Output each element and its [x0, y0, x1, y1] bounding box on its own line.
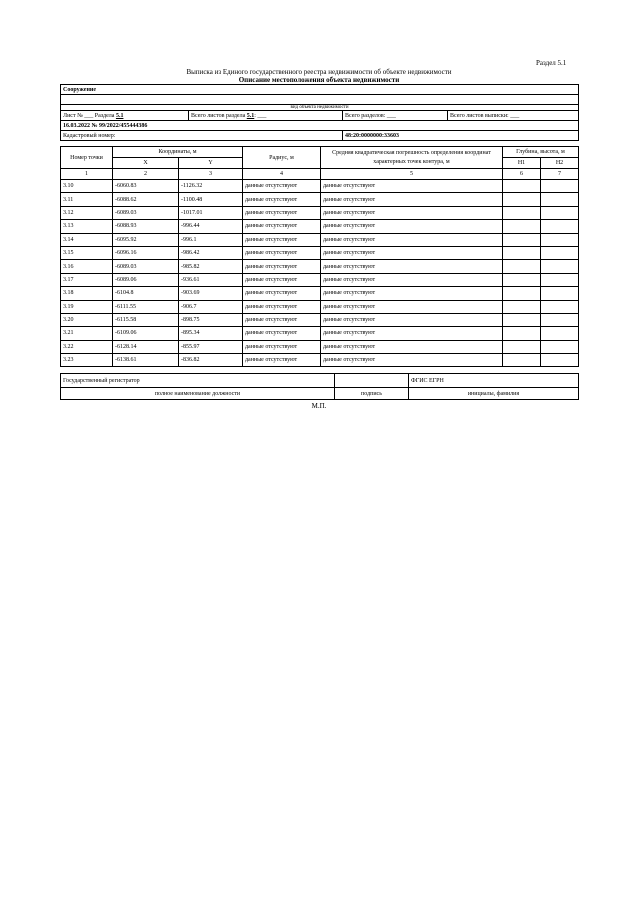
table-row: [61, 340, 579, 353]
x-coordinate-cell: -6109.06: [113, 327, 179, 340]
point-number-cell: 3.16: [61, 260, 113, 273]
point-number-cell: 3.19: [61, 300, 113, 313]
y-coordinate-cell: -855.97: [179, 340, 243, 353]
radius-cell: данные отсутствуют: [243, 313, 321, 326]
y-coordinate-cell: -906.7: [179, 300, 243, 313]
x-coordinate-cell: -6138.61: [113, 354, 179, 367]
h1-cell: [503, 354, 541, 367]
x-coordinate-cell: -6089.03: [113, 260, 179, 273]
signature-caption: подпись: [335, 388, 409, 400]
point-number-cell: 3.22: [61, 340, 113, 353]
y-coordinate-cell: -936.61: [179, 273, 243, 286]
point-number-cell: 3.17: [61, 273, 113, 286]
table-row: [61, 206, 579, 219]
h1-cell: [503, 193, 541, 206]
radius-cell: данные отсутствуют: [243, 180, 321, 193]
radius-cell: данные отсутствуют: [243, 354, 321, 367]
point-number-cell: 3.12: [61, 206, 113, 219]
x-coordinate-cell: -6089.06: [113, 273, 179, 286]
radius-cell: данные отсутствуют: [243, 246, 321, 259]
h1-cell: [503, 206, 541, 219]
total-sheets-section: Всего листов раздела 5.1: ___: [189, 111, 343, 121]
point-number-cell: 3.15: [61, 246, 113, 259]
column-number: 3: [179, 169, 243, 180]
x-coordinate-cell: -6089.03: [113, 206, 179, 219]
header-coordinates: Координаты, м: [113, 147, 243, 158]
radius-cell: данные отсутствуют: [243, 220, 321, 233]
signature-table: [60, 373, 579, 400]
registrar-position: Государственный регистратор: [61, 374, 335, 388]
h2-cell: [541, 180, 579, 193]
h2-cell: [541, 206, 579, 219]
h1-cell: [503, 246, 541, 259]
error-cell: данные отсутствуют: [321, 327, 503, 340]
document-subtitle: Описание местоположения объекта недвижимости: [238, 76, 400, 84]
registrar-system: ФГИС ЕГРН: [409, 374, 579, 388]
h2-cell: [541, 340, 579, 353]
table-row: [61, 233, 579, 246]
header-error: Средняя квадратическая погрешность определения координат характерных точек контура, м: [321, 147, 503, 169]
error-cell: данные отсутствуют: [321, 206, 503, 219]
coordinates-rows: [61, 180, 579, 367]
y-coordinate-cell: -986.42: [179, 246, 243, 259]
header-depth: Глубина, высота, м: [503, 147, 579, 158]
position-caption: полное наименование должности: [61, 388, 335, 400]
error-cell: данные отсутствуют: [321, 287, 503, 300]
radius-cell: данные отсутствуют: [243, 260, 321, 273]
point-number-cell: 3.21: [61, 327, 113, 340]
error-cell: данные отсутствуют: [321, 273, 503, 286]
error-cell: данные отсутствуют: [321, 180, 503, 193]
h2-cell: [541, 313, 579, 326]
h2-cell: [541, 354, 579, 367]
y-coordinate-cell: -1017.01: [179, 206, 243, 219]
h2-cell: [541, 246, 579, 259]
h2-cell: [541, 300, 579, 313]
column-number: 2: [113, 169, 179, 180]
radius-cell: данные отсутствуют: [243, 287, 321, 300]
h2-cell: [541, 273, 579, 286]
total-sections: Всего разделов: ___: [343, 111, 448, 121]
h1-cell: [503, 327, 541, 340]
stamp-place: М.П.: [311, 402, 327, 410]
table-row: [61, 220, 579, 233]
table-row: [61, 246, 579, 259]
object-info-table: [60, 84, 579, 141]
point-number-cell: 3.18: [61, 287, 113, 300]
y-coordinate-cell: -836.82: [179, 354, 243, 367]
error-cell: данные отсутствуют: [321, 233, 503, 246]
document-title: Выписка из Единого государственного реестра недвижимости об объекте недвижимости: [186, 68, 452, 76]
x-coordinate-cell: -6111.55: [113, 300, 179, 313]
section-label: Раздел 5.1: [536, 59, 567, 67]
point-number-cell: 3.13: [61, 220, 113, 233]
y-coordinate-cell: -996.1: [179, 233, 243, 246]
table-row: [61, 180, 579, 193]
radius-cell: данные отсутствуют: [243, 193, 321, 206]
header-x: X: [113, 158, 179, 169]
total-sheets-extract: Всего листов выписки: ___: [448, 111, 579, 121]
radius-cell: данные отсутствуют: [243, 206, 321, 219]
header-radius: Радиус, м: [243, 147, 321, 169]
x-coordinate-cell: -6088.62: [113, 193, 179, 206]
h1-cell: [503, 233, 541, 246]
h1-cell: [503, 180, 541, 193]
error-cell: данные отсутствуют: [321, 354, 503, 367]
table-row: [61, 300, 579, 313]
name-caption: инициалы, фамилия: [409, 388, 579, 400]
h1-cell: [503, 220, 541, 233]
error-cell: данные отсутствуют: [321, 340, 503, 353]
table-row: [61, 260, 579, 273]
error-cell: данные отсутствуют: [321, 260, 503, 273]
object-type-caption: вид объекта недвижимости: [61, 105, 579, 111]
h1-cell: [503, 340, 541, 353]
radius-cell: данные отсутствуют: [243, 340, 321, 353]
coordinates-table: [60, 146, 579, 367]
h1-cell: [503, 260, 541, 273]
column-number: 1: [61, 169, 113, 180]
y-coordinate-cell: -895.34: [179, 327, 243, 340]
column-number: 5: [321, 169, 503, 180]
header-y: Y: [179, 158, 243, 169]
header-h1: H1: [503, 158, 541, 169]
point-number-cell: 3.23: [61, 354, 113, 367]
h1-cell: [503, 273, 541, 286]
h2-cell: [541, 233, 579, 246]
table-row: [61, 313, 579, 326]
h2-cell: [541, 260, 579, 273]
h1-cell: [503, 287, 541, 300]
h2-cell: [541, 287, 579, 300]
table-row: [61, 287, 579, 300]
h1-cell: [503, 313, 541, 326]
radius-cell: данные отсутствуют: [243, 327, 321, 340]
y-coordinate-cell: -996.44: [179, 220, 243, 233]
table-row: [61, 193, 579, 206]
y-coordinate-cell: -1126.32: [179, 180, 243, 193]
h2-cell: [541, 327, 579, 340]
h2-cell: [541, 193, 579, 206]
x-coordinate-cell: -6095.92: [113, 233, 179, 246]
radius-cell: данные отсутствуют: [243, 273, 321, 286]
error-cell: данные отсутствуют: [321, 300, 503, 313]
error-cell: данные отсутствуют: [321, 246, 503, 259]
header-h2: H2: [541, 158, 579, 169]
x-coordinate-cell: -6104.8: [113, 287, 179, 300]
table-row: [61, 273, 579, 286]
radius-cell: данные отсутствуют: [243, 300, 321, 313]
x-coordinate-cell: -6060.83: [113, 180, 179, 193]
sheet-info: Лист № ___ Раздела 5.1: [61, 111, 189, 121]
h1-cell: [503, 300, 541, 313]
column-number: 6: [503, 169, 541, 180]
error-cell: данные отсутствуют: [321, 313, 503, 326]
cadastral-number: 48:20:0000000:33603: [343, 131, 579, 141]
x-coordinate-cell: -6088.93: [113, 220, 179, 233]
date-number: 16.03.2022 № 99/2022/455444386: [61, 121, 579, 131]
error-cell: данные отсутствуют: [321, 193, 503, 206]
x-coordinate-cell: -6115.58: [113, 313, 179, 326]
x-coordinate-cell: -6096.16: [113, 246, 179, 259]
y-coordinate-cell: -1100.48: [179, 193, 243, 206]
header-point-number: Номер точки: [61, 147, 113, 169]
table-row: [61, 354, 579, 367]
y-coordinate-cell: -898.75: [179, 313, 243, 326]
column-number: 4: [243, 169, 321, 180]
y-coordinate-cell: -985.82: [179, 260, 243, 273]
point-number-cell: 3.20: [61, 313, 113, 326]
x-coordinate-cell: -6128.14: [113, 340, 179, 353]
column-number: 7: [541, 169, 579, 180]
point-number-cell: 3.10: [61, 180, 113, 193]
point-number-cell: 3.14: [61, 233, 113, 246]
radius-cell: данные отсутствуют: [243, 233, 321, 246]
cadastral-label: Кадастровый номер:: [61, 131, 343, 141]
object-type: Сооружение: [61, 85, 579, 95]
error-cell: данные отсутствуют: [321, 220, 503, 233]
table-row: [61, 327, 579, 340]
signature-field: [335, 374, 409, 388]
y-coordinate-cell: -903.69: [179, 287, 243, 300]
h2-cell: [541, 220, 579, 233]
point-number-cell: 3.11: [61, 193, 113, 206]
